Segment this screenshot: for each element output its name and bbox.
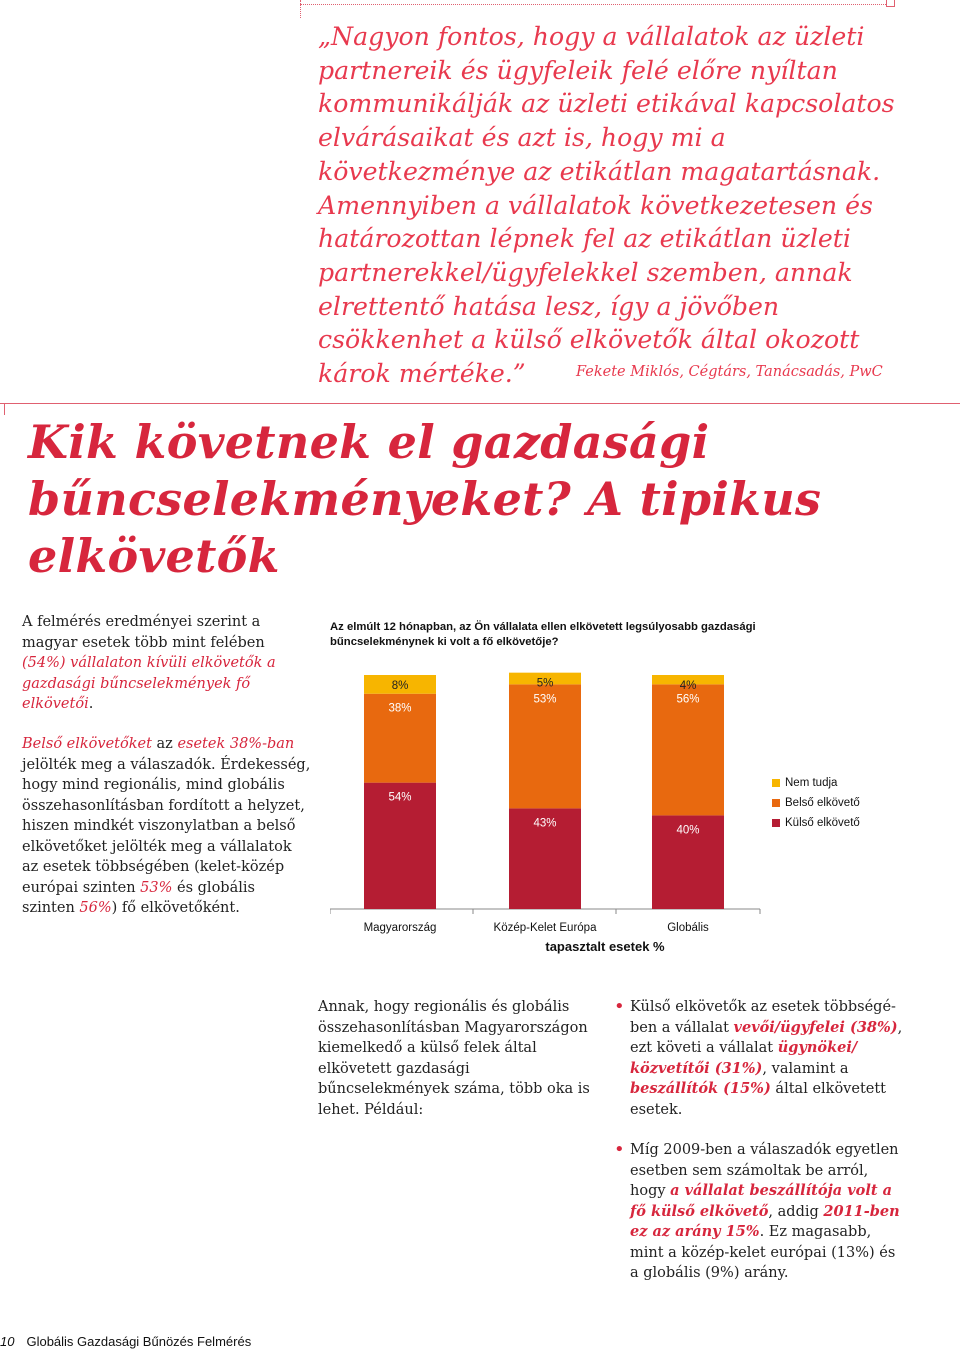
intro-p2-text-1: az [151, 736, 178, 752]
pull-quote [318, 20, 918, 391]
legend-label: Belső elkövető [785, 797, 860, 809]
bullet-item-1 [614, 997, 904, 1120]
section-divider-tick [4, 403, 5, 415]
quote-text: „Nagyon fontos, hogy a vállalatok az üzleti partnereik és ügyfeleik felé előre nyíltan kommunikálják az üzleti etikával kapcsolatos elvárásaikat és azt is, hogy mi a következménye az etikátlan magatartásnak. Amennyiben a vállalatok következetesen és határozottan lépnek fel az etikátlan üzleti partnerekkel/ügyfelekkel szemben, annak elrettentő hatása lesz, így a jövőben csökkenhet a külső elkövetők által okozott károk mértéke.” [318, 22, 895, 389]
section-divider [0, 403, 960, 404]
data-label: 40% [676, 824, 700, 837]
page-footer [0, 1334, 251, 1349]
heading-line-2: bűncselekményeket? A tipikus [28, 472, 822, 526]
data-label: 54% [388, 791, 412, 804]
category-label: Közép-Kelet Európa [493, 922, 597, 934]
intro-p2-emph-3: 53% [140, 879, 173, 896]
intro-p1-end: . [88, 696, 94, 712]
bullet-list [614, 997, 904, 1304]
body-paragraph: Annak, hogy regionális és globális összehasonlításban Magyarországon kiemelkedő a külső felek által elkövetett gazdasági bűncselekmények száma, több oka is lehet. Például: [318, 999, 590, 1118]
b2-emph-1: a vállalat beszállítója volt a fő külső elkövető [630, 1182, 892, 1220]
legend-item [772, 813, 860, 833]
section-heading [28, 414, 928, 585]
intro-p1-emphasis: (54%) vállalaton kívüli elkövetők a gazdasági bűncselekmények fő elkövetői [22, 655, 276, 712]
intro-p1-text: A felmérés eredményei szerint a magyar esetek több mint felében [22, 614, 265, 651]
data-label: 43% [533, 817, 557, 830]
legend-item [772, 793, 860, 813]
heading-line-3: elkövetők [28, 529, 280, 583]
legend-swatch [772, 799, 780, 807]
bullet-item-2 [614, 1140, 904, 1284]
intro-p2-text-4: ) fő elkövetőként. [111, 900, 240, 916]
bullet-dot-icon: • [614, 996, 625, 1017]
page-number: 10 [0, 1334, 15, 1349]
footer-title: Globális Gazdasági Bűnözés Felmérés [26, 1334, 252, 1349]
data-label: 4% [679, 680, 697, 692]
data-label: 38% [388, 702, 412, 715]
legend-swatch [772, 779, 780, 787]
legend-label: Külső elkövető [785, 817, 860, 829]
data-label: 5% [536, 677, 554, 690]
data-label: 56% [676, 693, 700, 706]
intro-paragraph-1 [22, 612, 312, 715]
data-label: 53% [533, 693, 557, 706]
x-axis-label: tapasztalt esetek % [545, 939, 665, 954]
intro-p2-emph-1: Belső elkövetőket [22, 736, 152, 752]
stacked-bar-chart [330, 655, 800, 960]
intro-p2-emph-2: esetek 38%-ban [177, 736, 295, 752]
b1-emph-2: ügynökei/ közvetítői (31%) [630, 1039, 858, 1077]
chart-title: Az elmúlt 12 hónapban, az Ön vállalata ellen elkövetett legsúlyosabb gazdasági bűncselekménynek ki volt a fő elkövetője? [330, 621, 756, 648]
bullet-dot-icon: • [614, 1139, 625, 1160]
b1-text-3: , valamint a [762, 1060, 849, 1077]
top-dotted-tick [300, 0, 301, 18]
b1-emph-1: vevői/ügyfelei (38%) [733, 1018, 898, 1036]
top-dotted-rule [300, 4, 892, 5]
b2-text-2: , addig [768, 1203, 824, 1220]
intro-p2-text-2: jelölték meg a válaszadók. Érdekesség, hogy mind regionális, mind globális összehasonlításban fordított a helyzet, hiszen mindkét viszonylatban a belső elkövetőket jelölték meg a vállalatok az esetek többségében (kelet-közép európai szinten [22, 756, 311, 896]
b1-text-4: által elkövetett esetek. [630, 1081, 887, 1118]
quote-author: Fekete Miklós, Cégtárs, Tanácsadás, PwC [576, 364, 883, 380]
intro-paragraph-2 [22, 734, 312, 919]
b2-text-1: Míg 2009-ben a válaszadók egyetlen esetben sem számoltak be arról, hogy [630, 1142, 899, 1199]
heading-line-1: Kik követnek el gazdasági [28, 415, 710, 469]
b1-text-2: , ezt követi a vállalat [630, 1019, 903, 1056]
corner-marker [886, 0, 895, 7]
legend-label: Nem tudja [785, 777, 838, 789]
b1-text-1: Külső elkövetők az esetek többségében a vállalat [630, 999, 896, 1036]
b1-emph-3: beszállítók (15%) [630, 1080, 771, 1097]
data-label: 8% [391, 680, 409, 692]
b2-text-3: . Ez magasabb, mint a közép-kelet európai (13%) és a globális (9%) arány. [630, 1224, 896, 1281]
chart-legend [772, 773, 860, 833]
legend-swatch [772, 819, 780, 827]
intro-p2-text-3: és globális szinten [22, 879, 255, 916]
legend-item [772, 773, 860, 793]
intro-p2-emph-4: 56% [79, 900, 112, 916]
b2-emph-2: 2011-ben ez az arány 15% [630, 1202, 900, 1240]
category-label: Globális [667, 922, 709, 934]
category-label: Magyarország [363, 922, 437, 934]
